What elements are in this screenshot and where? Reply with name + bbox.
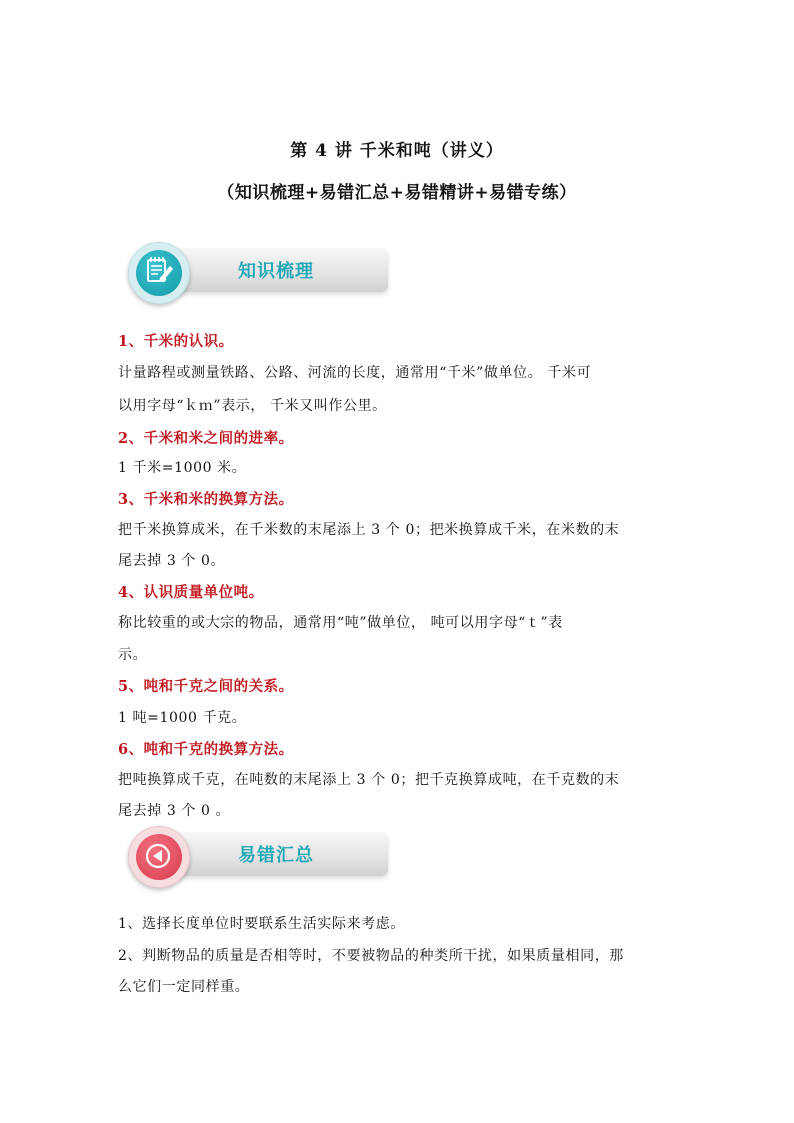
play-back-icon xyxy=(122,826,202,888)
section-heading: 3、千米和米的换算方法。 xyxy=(118,491,294,508)
page-title: 第 4 讲 千米和吨（讲义） xyxy=(290,141,504,161)
section-text: 1 吨=1000 千克。 xyxy=(118,710,247,726)
section-banner-knowledge xyxy=(122,242,392,304)
section-text: 把千米换算成米，在千米数的末尾添上 3 个 0；把米换算成千米，在米数的末 xyxy=(118,522,620,538)
banner-label: 知识梳理 xyxy=(238,261,314,282)
summary-text: 1、选择长度单位时要联系生活实际来考虑。 xyxy=(118,916,405,932)
section-text: 称比较重的或大宗的物品，通常用“吨”做单位， 吨可以用字母“ｔ”表 xyxy=(118,615,563,631)
summary-text: 2、判断物品的质量是否相等时，不要被物品的种类所干扰，如果质量相同，那 xyxy=(118,948,624,964)
section-text: 计量路程或测量铁路、公路、河流的长度，通常用“千米”做单位。 千米可 xyxy=(118,365,592,381)
section-banner-errors xyxy=(122,826,392,888)
section-text: 1 千米=1000 米。 xyxy=(118,460,247,476)
section-text: 尾去掉 3 个 0 。 xyxy=(118,803,231,819)
section-heading: 2、千米和米之间的进率。 xyxy=(118,430,294,447)
section-heading: 6、吨和千克的换算方法。 xyxy=(118,741,294,758)
summary-text: 么它们一定同样重。 xyxy=(118,979,250,995)
page-subtitle: （知识梳理+易错汇总+易错精讲+易错专练） xyxy=(217,183,577,203)
notepad-pencil-icon xyxy=(122,242,202,304)
section-text: 把吨换算成千克，在吨数的末尾添上 3 个 0；把千克换算成吨，在千克数的末 xyxy=(118,772,620,788)
section-text: 以用字母“ｋｍ”表示， 千米又叫作公里。 xyxy=(118,398,387,414)
section-text: 尾去掉 3 个 0。 xyxy=(118,553,226,569)
banner-label: 易错汇总 xyxy=(238,845,314,866)
section-heading: 1、千米的认识。 xyxy=(118,333,234,350)
section-text: 示。 xyxy=(118,647,148,663)
section-heading: 5、吨和千克之间的关系。 xyxy=(118,678,294,695)
section-heading: 4、认识质量单位吨。 xyxy=(118,584,264,601)
